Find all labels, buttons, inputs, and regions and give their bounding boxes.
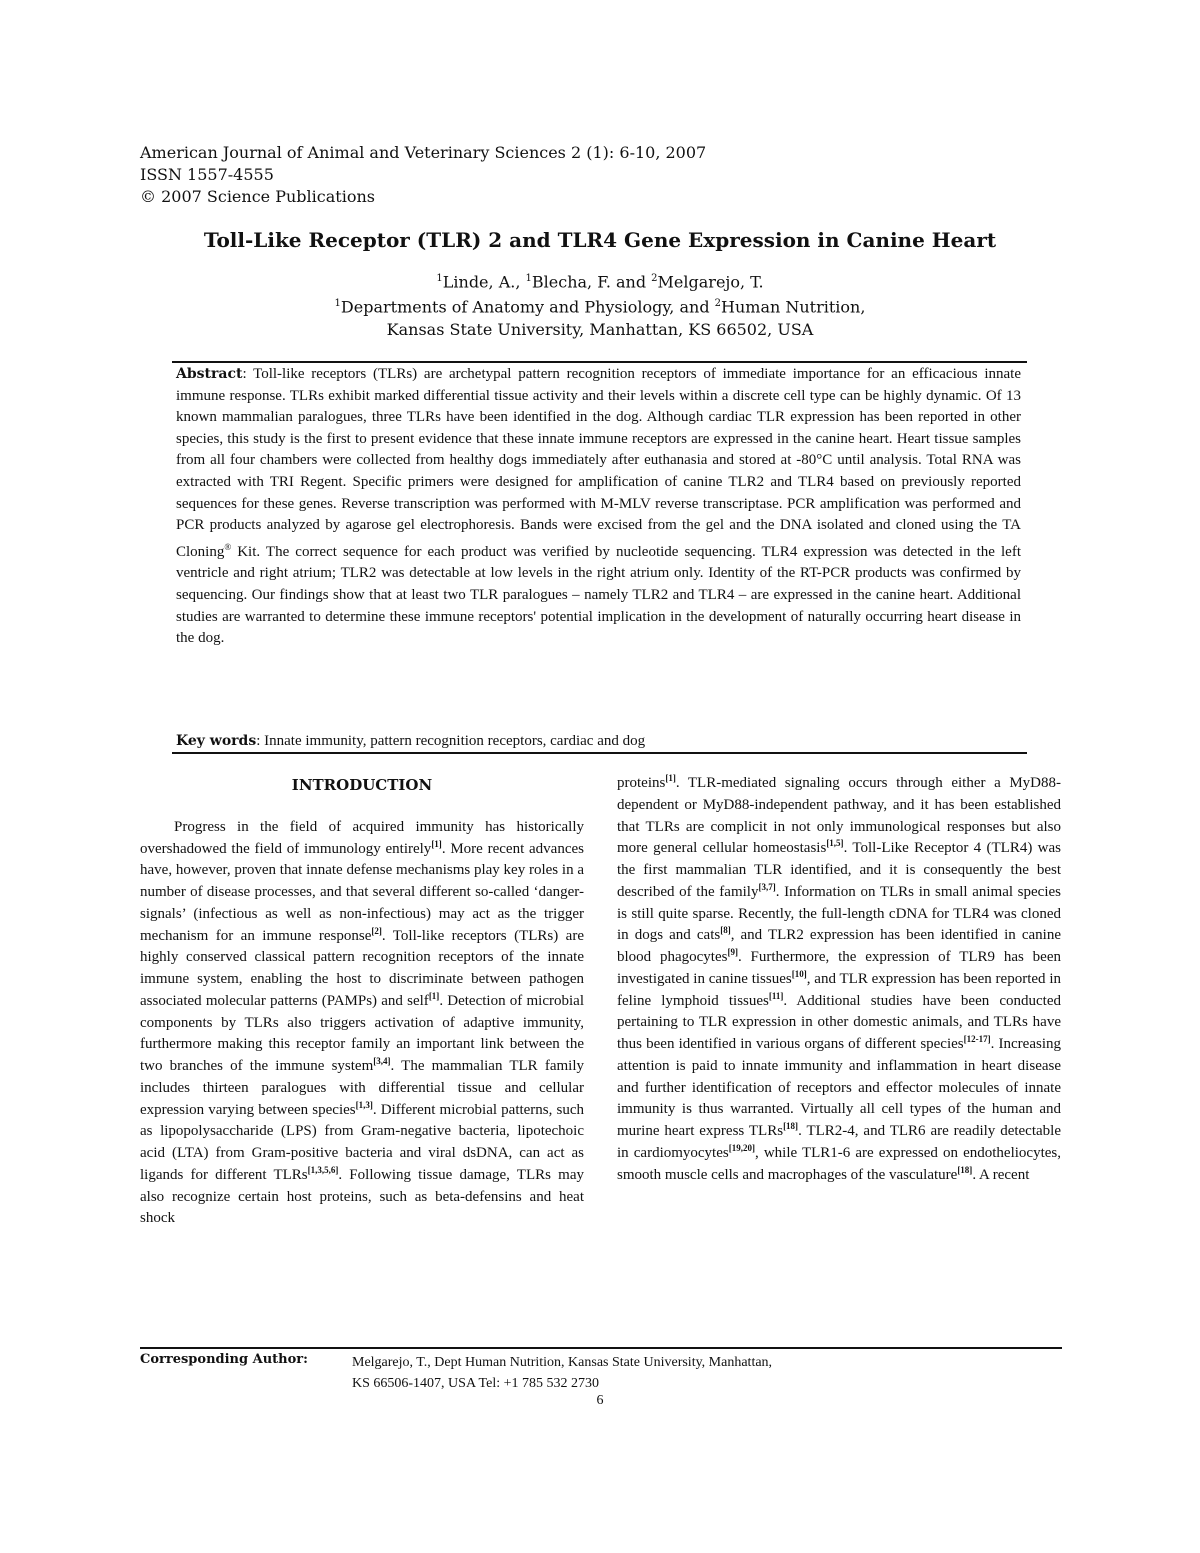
- affiliation-university: Kansas State University, Manhattan, KS 66502, USA: [386, 319, 814, 339]
- citation: [2]: [371, 925, 382, 936]
- journal-citation: American Journal of Animal and Veterinary Sciences 2 (1): 6-10, 2007: [140, 143, 707, 162]
- citation: [1,5]: [826, 838, 844, 849]
- body-text: . TLR2-4, and TLR6 are readily detectable in cardiomyocytes: [617, 1123, 1061, 1161]
- abstract-text: : Toll-like receptors (TLRs) are archetypal pattern recognition receptors of immediate importance for an efficacious innate immune response. TLRs exhibit marked differential tissue activity and their levels within a discrete cell type can be highly dynamic. Of 13 known mammalian paralogues, three TLRs have been identified in the dog. Although cardiac TLR expression has been reported in other species, this study is the first to present evidence that these innate immune receptors are expressed in the canine heart. Heart tissue samples from all four chambers were collected from healthy dogs immediately after euthanasia and stored at -80°C until analysis. Total RNA was extracted with TRI Regent. Specific primers were designed for amplification of canine TLR2 and TLR4 based on previously reported sequences for these genes. Reverse transcription was performed with M-MLV reverse transcriptase. PCR amplification was performed and PCR products analyzed by agarose gel electrophoresis. Bands were excised from the gel and the DNA isolated and cloned using the TA Cloning: [176, 366, 1021, 560]
- body-text: . Additional studies have been conducted pertaining to TLR expression in other domestic animals, and TLRs have thus been identified in various organs of different species: [617, 992, 1061, 1052]
- intro-paragraph: [140, 817, 584, 1230]
- copyright: © 2007 Science Publications: [140, 187, 375, 206]
- corresponding-author-line: Melgarejo, T., Dept Human Nutrition, Kansas State University, Manhattan,: [352, 1355, 773, 1370]
- registered-mark: ®: [224, 541, 232, 552]
- author-name: Blecha, F. and: [531, 272, 652, 292]
- keywords-text: : Innate immunity, pattern recognition receptors, cardiac and dog: [256, 733, 646, 749]
- author-block: [0, 268, 1200, 341]
- body-text: . The mammalian TLR family includes thirteen paralogues with differential tissue and cellular expression varying between species: [140, 1058, 584, 1118]
- citation: [11]: [768, 990, 784, 1001]
- citation: [1]: [428, 990, 440, 1001]
- abstract-bottom-rule: [172, 752, 1027, 754]
- corresponding-author-line: KS 66506-1407, USA Tel: +1 785 532 2730: [352, 1376, 600, 1391]
- abstract-label: Abstract: [176, 366, 243, 382]
- body-text: . TLR-mediated signaling occurs through either a MyD88-dependent or MyD88-independent pathway, and it has been established that TLRs are complicit in not only immunological responses but also more general cellular homeostasis: [617, 775, 1061, 857]
- body-text: . Information on TLRs in small animal species is still quite sparse. Recently, the full-length cDNA for TLR4 was cloned in dogs and cats: [617, 883, 1062, 944]
- affiliation-marker: 2: [651, 273, 658, 284]
- body-text: . Following tissue damage, TLRs may also recognize certain host proteins, such as beta-defensins and heat shock: [140, 1166, 584, 1227]
- keywords-label: Key words: [176, 733, 257, 749]
- author-names: [0, 268, 1200, 293]
- intro-paragraph-continued: [617, 773, 1061, 1186]
- body-text: . Furthermore, the expression of TLR9 has been investigated in canine tissues: [617, 949, 1061, 987]
- citation: [9]: [727, 947, 738, 957]
- citation: [8]: [720, 925, 731, 936]
- affiliation-departments: [0, 293, 1200, 318]
- citation: [3,7]: [758, 881, 776, 892]
- citation: [18]: [783, 1121, 799, 1131]
- citation: [1,3]: [355, 1099, 373, 1110]
- corresponding-author-details: [352, 1352, 772, 1394]
- affiliation-marker: 1: [525, 273, 532, 284]
- keywords: [176, 730, 1021, 752]
- affiliation-text: Departments of Anatomy and Physiology, and: [340, 297, 715, 317]
- body-text: , and TLR2 expression has been identified in canine blood phagocytes: [617, 927, 1062, 965]
- author-name: Linde, A.,: [442, 272, 526, 292]
- body-text: . Toll-like receptors (TLRs) are highly conserved classical pattern recognition receptors of the innate immune system, enabling the host to discriminate between pathogen associated molecular patterns (PAMPs) and self: [140, 927, 584, 1009]
- journal-header: [140, 142, 706, 208]
- body-text: . Different microbial patterns, such as lipopolysaccharide (LPS) from Gram-negative bacteria, lipotechoic acid (LTA) from Gram-positive bacteria and viral dsDNA, can act as ligands for different TLRs: [140, 1101, 585, 1183]
- body-text: . More recent advances have, however, proven that innate defense mechanisms play key roles in a number of disease processes, and that several different so-called ‘danger-signals’ (infectious as well as non-infectious) may act as the trigger mechanism for an immune response: [140, 840, 584, 944]
- page-number: 6: [596, 1393, 604, 1408]
- abstract-text-continued: Kit. The correct sequence for each product was verified by nucleotide sequencing. TLR4 expression was detected in the left ventricle and right atrium; TLR2 was detectable at low levels in the right atrium only. Identity of the RT-PCR products was confirmed by sequencing. Our findings show that at least two TLR paralogues – namely TLR2 and TLR4 – are expressed in the canine heart. Additional studies are warranted to determine these immune receptors' potential implication in the development of naturally occurring heart disease in the dog.: [176, 543, 1021, 647]
- affiliation-marker: 1: [436, 273, 443, 284]
- citation: [1,3,5,6]: [307, 1164, 339, 1175]
- affiliation-text: Human Nutrition,: [721, 297, 866, 317]
- body-text: . Increasing attention is paid to innate immunity and inflammation in heart disease and further identification of receptors and effector molecules of innate immunity is thus warranted. Virtually all cell types of the human and murine heart express TLRs: [617, 1036, 1061, 1139]
- left-column: [140, 773, 584, 1230]
- issn: ISSN 1557-4555: [140, 165, 274, 184]
- citation: [12-17]: [963, 1034, 991, 1044]
- body-text: proteins: [617, 775, 666, 791]
- section-heading-introduction: INTRODUCTION: [291, 776, 433, 794]
- citation: [19,20]: [728, 1142, 755, 1153]
- author-name: Melgarejo, T.: [657, 272, 764, 292]
- citation: [10]: [791, 968, 807, 979]
- body-text: . Toll-Like Receptor 4 (TLR4) was the first mammalian TLR identified, and it is consequently the best described of the family: [617, 840, 1062, 900]
- right-column: [617, 773, 1061, 1186]
- citation: [18]: [957, 1164, 973, 1175]
- paper-title: Toll-Like Receptor (TLR) 2 and TLR4 Gene Expression in Canine Heart: [203, 228, 997, 252]
- body-text: . A recent: [972, 1166, 1030, 1183]
- abstract-top-rule: [172, 361, 1027, 363]
- abstract: [176, 364, 1021, 650]
- citation: [3,4]: [373, 1056, 391, 1066]
- body-text: Progress in the field of acquired immunity has historically overshadowed the field of immunology entirely: [140, 818, 584, 857]
- affiliation-marker: 2: [714, 298, 722, 310]
- corresponding-author-label: Corresponding Author:: [140, 1352, 308, 1367]
- affiliation-marker: 1: [334, 298, 341, 310]
- citation: [1]: [431, 838, 442, 849]
- citation: [1]: [665, 773, 676, 783]
- body-text: . Detection of microbial components by TLRs also triggers activation of adaptive immunity, furthermore making this receptor family an important link between the two branches of the immune system: [140, 992, 584, 1074]
- footer-rule: [140, 1347, 1062, 1349]
- body-text: , and TLR expression has been reported in feline lymphoid tissues: [617, 970, 1061, 1009]
- body-text: , while TLR1-6 are expressed on endotheliocytes, smooth muscle cells and macrophages of the vasculature: [617, 1144, 1061, 1183]
